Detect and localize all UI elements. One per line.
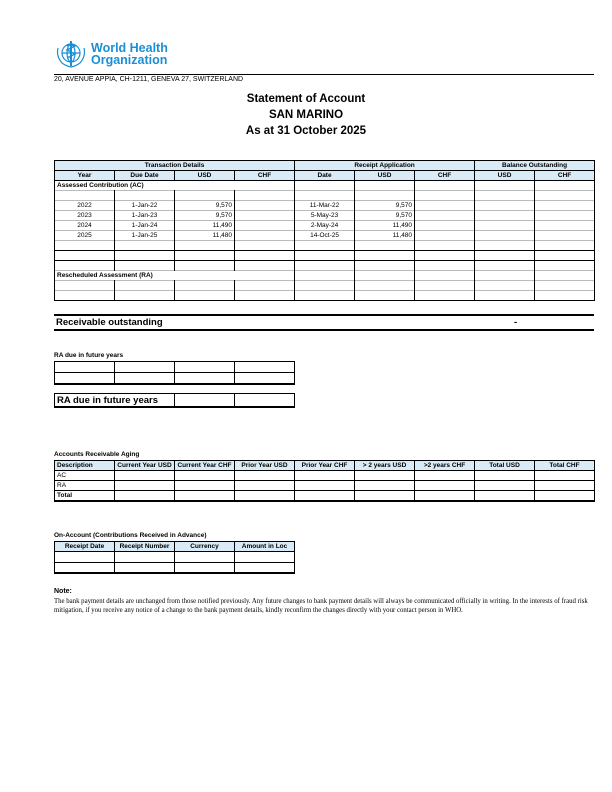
note-heading: Note:: [54, 588, 72, 595]
aging-col-total-chf: Total CHF: [535, 461, 595, 471]
on-account-table: [54, 541, 295, 574]
who-emblem-icon: [54, 38, 88, 70]
col-due-date: Due Date: [115, 171, 175, 181]
note-text: The bank payment details are unchanged from those notified previously. Any future changes to bank payment details will always be communicated officially in writing. In the interests of fraud risk mitigation, if you receive any notice of a change to the bank payment details, kindly reconfirm the changes directly with your contact person in WHO.: [54, 597, 588, 614]
on-account-col-receipt-date: Receipt Date: [55, 542, 115, 552]
table-row: AC: [55, 471, 595, 481]
receivable-outstanding-label: Receivable outstanding: [56, 317, 163, 328]
on-account-label: On-Account (Contributions Received in Advance): [54, 532, 207, 539]
aging-col-description: Description: [55, 461, 115, 471]
ra-future-total-label: RA due in future years: [55, 394, 175, 408]
statement-table: [54, 160, 595, 301]
group-header-receipt: Receipt Application: [295, 161, 475, 171]
aging-col-2y-usd: > 2 years USD: [355, 461, 415, 471]
aging-col-current-chf: Current Year CHF: [175, 461, 235, 471]
group-header-transaction: Transaction Details: [55, 161, 295, 171]
note-block: [54, 587, 594, 616]
section-ac-label: Assessed Contribution (AC): [55, 181, 295, 191]
col-date: Date: [295, 171, 355, 181]
table-row: 2024 1-Jan-24 11,490 2-May-24 11,490: [55, 221, 595, 231]
col-balance-chf: CHF: [535, 171, 595, 181]
org-address: 20, AVENUE APPIA, CH-1211, GENEVA 27, SWITZERLAND: [54, 74, 594, 83]
aging-col-total-usd: Total USD: [475, 461, 535, 471]
aging-col-current-usd: Current Year USD: [115, 461, 175, 471]
table-row: Total: [55, 491, 595, 502]
section-ra-label: Rescheduled Assessment (RA): [55, 271, 295, 281]
aging-col-prior-chf: Prior Year CHF: [295, 461, 355, 471]
receivable-outstanding-value: -: [514, 317, 518, 328]
on-account-col-currency: Currency: [175, 542, 235, 552]
aging-col-2y-chf: >2 years CHF: [415, 461, 475, 471]
who-logo: [54, 38, 184, 72]
table-row: 2025 1-Jan-25 11,480 14-Oct-25 11,480: [55, 231, 595, 241]
statement-title: Statement of Account: [246, 93, 366, 105]
table-row: 2022 1-Jan-22 9,570 11-Mar-22 9,570: [55, 201, 595, 211]
group-header-balance: Balance Outstanding: [475, 161, 595, 171]
col-year: Year: [55, 171, 115, 181]
col-receipt-usd: USD: [355, 171, 415, 181]
aging-col-prior-usd: Prior Year USD: [235, 461, 295, 471]
ra-future-table: [54, 361, 295, 385]
aging-label: Accounts Receivable Aging: [54, 451, 140, 458]
col-usd: USD: [175, 171, 235, 181]
aging-table: [54, 460, 595, 502]
table-row: RA: [55, 481, 595, 491]
on-account-col-amount: Amount in Loc: [235, 542, 295, 552]
col-receipt-chf: CHF: [415, 171, 475, 181]
org-name-line1: World Health: [91, 41, 168, 55]
ra-future-label: RA due in future years: [54, 352, 124, 359]
on-account-col-receipt-number: Receipt Number: [115, 542, 175, 552]
receivable-outstanding-row: [54, 314, 594, 331]
statement-date: As at 31 October 2025: [245, 125, 367, 137]
country-name: SAN MARINO: [268, 109, 344, 121]
ra-future-total-table: [54, 393, 295, 408]
org-name-line2: Organization: [91, 53, 168, 67]
col-balance-usd: USD: [475, 171, 535, 181]
table-row: 2023 1-Jan-23 9,570 5-May-23 9,570: [55, 211, 595, 221]
col-chf: CHF: [235, 171, 295, 181]
